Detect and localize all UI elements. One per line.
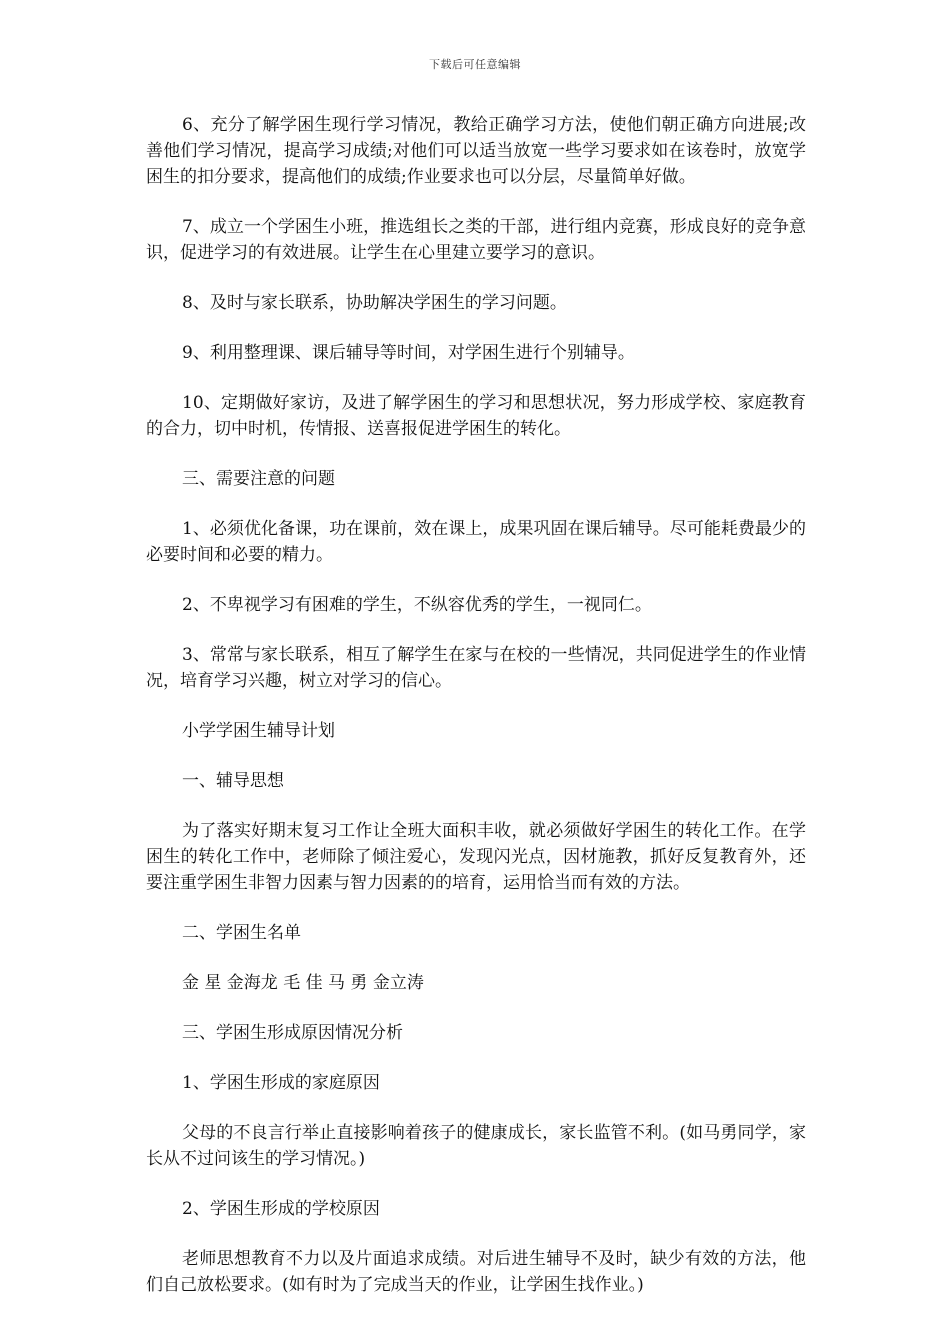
section-heading-guidance: 一、辅导思想 [182, 771, 284, 791]
plan-title: 小学学困生辅导计划 [182, 721, 335, 741]
paragraph-10: 10、定期做好家访，及进了解学困生的学习和思想状况，努力形成学校、家庭教育的合力，切中时机，传情报、送喜报促进学困生的转化。 [146, 393, 806, 439]
note-1: 1、必须优化备课，功在课前，效在课上，成果巩固在课后辅导。尽可能耗费最少的必要时间和必要的精力。 [146, 519, 806, 565]
subheading-family-causes: 1、学困生形成的家庭原因 [182, 1073, 380, 1093]
section-heading-student-list: 二、学困生名单 [182, 923, 301, 943]
student-list: 金 星 金海龙 毛 佳 马 勇 金立涛 [182, 973, 424, 993]
page-header: 下载后可任意编辑 [429, 58, 521, 71]
note-2: 2、不卑视学习有困难的学生，不纵容优秀的学生，一视同仁。 [182, 595, 652, 615]
family-causes-paragraph: 父母的不良言行举止直接影响着孩子的健康成长，家长监管不利。(如马勇同学，家长从不过问该生的学习情况。) [146, 1123, 806, 1169]
guidance-paragraph: 为了落实好期末复习工作让全班大面积丰收，就必须做好学困生的转化工作。在学困生的转化工作中，老师除了倾注爱心，发现闪光点，因材施教，抓好反复教育外，还要注重学困生非智力因素与智力因素的的培育，运用恰当而有效的方法。 [146, 821, 806, 893]
paragraph-6: 6、充分了解学困生现行学习情况，教给正确学习方法，使他们朝正确方向进展;改善他们学习情况，提高学习成绩;对他们可以适当放宽一些学习要求如在该卷时，放宽学困生的扣分要求，提高他们的成绩;作业要求也可以分层，尽量简单好做。 [146, 115, 806, 187]
school-causes-paragraph: 老师思想教育不力以及片面追求成绩。对后进生辅导不及时，缺少有效的方法，他们自己放松要求。(如有时为了完成当天的作业，让学困生找作业。) [146, 1249, 806, 1295]
subheading-school-causes: 2、学困生形成的学校原因 [182, 1199, 380, 1219]
paragraph-7: 7、成立一个学困生小班，推选组长之类的干部，进行组内竞赛，形成良好的竞争意识，促进学习的有效进展。让学生在心里建立要学习的意识。 [146, 217, 806, 263]
note-3: 3、常常与家长联系，相互了解学生在家与在校的一些情况，共同促进学生的作业情况，培育学习兴趣，树立对学习的信心。 [146, 645, 806, 691]
document-body [146, 112, 806, 1322]
paragraph-9: 9、利用整理课、课后辅导等时间，对学困生进行个别辅导。 [182, 343, 635, 363]
section-heading-cause-analysis: 三、学困生形成原因情况分析 [182, 1023, 403, 1043]
section-heading-notes: 三、需要注意的问题 [182, 469, 335, 489]
paragraph-8: 8、及时与家长联系，协助解决学困生的学习问题。 [182, 293, 567, 313]
